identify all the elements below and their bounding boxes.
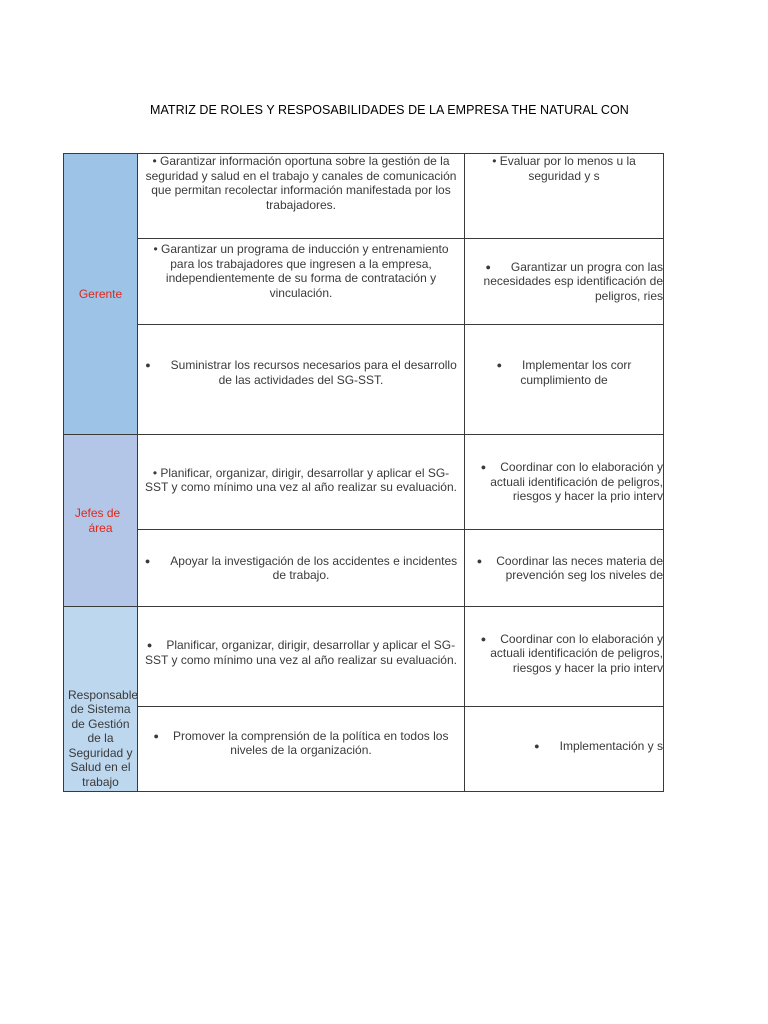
- responsibility-cell: [465, 707, 664, 792]
- bullet-icon: ●: [144, 555, 151, 566]
- responsibility-text: Coordinar las neces materia de prevención seg los niveles de: [496, 553, 663, 582]
- responsibility-cell: • Garantizar información oportuna sobre la gestión de la seguridad y salud en el trabajo y canales de comunicación que permitan recolectar información manifestada por los trabajadores.: [138, 154, 465, 239]
- table-row: [64, 530, 664, 607]
- responsibility-cell: [465, 325, 664, 435]
- responsibility-text: Apoyar la investigación de los accidentes e incidentes de trabajo.: [170, 553, 458, 582]
- table-row: [64, 154, 664, 239]
- table-row: [64, 607, 664, 707]
- responsibility-text: Implementar los corr cumplimiento de: [520, 358, 632, 387]
- bullet-icon: ●: [153, 730, 159, 741]
- page-title: MATRIZ DE ROLES Y RESPOSABILIDADES DE LA EMPRESA THE NATURAL CON: [150, 103, 629, 117]
- bullet-icon: ●: [485, 261, 491, 272]
- bullet-icon: ●: [146, 640, 153, 650]
- responsibility-text: Planificar, organizar, dirigir, desarrollar y aplicar el SG-SST y como mínimo una vez al año realizar su evaluación.: [145, 638, 457, 667]
- responsibility-text: Garantizar un progra con las necesidades esp identificación de peligros, ries: [483, 259, 663, 303]
- bullet-icon: ●: [496, 360, 503, 370]
- responsibility-cell: [138, 707, 465, 792]
- bullet-icon: ●: [480, 633, 487, 644]
- responsibility-cell: [138, 530, 465, 607]
- bullet-icon: ●: [534, 740, 540, 751]
- responsibility-cell: • Evaluar por lo menos u la seguridad y s: [465, 154, 664, 239]
- role-jefes: Jefes de área: [64, 435, 138, 607]
- bullet-icon: ●: [145, 360, 151, 370]
- responsibility-cell: [465, 239, 664, 325]
- responsibility-text: Coordinar con lo elaboración y actuali identificación de peligros, riesgos y hacer la prio interv: [490, 631, 663, 675]
- responsibility-cell: [138, 325, 465, 435]
- bullet-icon: ●: [480, 462, 487, 473]
- responsibility-text: Suministrar los recursos necesarios para el desarrollo de las actividades del SG-SST.: [170, 358, 457, 387]
- responsibility-cell: • Planificar, organizar, dirigir, desarrollar y aplicar el SG-SST y como mínimo una vez al año realizar su evaluación.: [138, 435, 465, 530]
- table-row: [64, 435, 664, 530]
- responsibility-cell: • Garantizar un programa de inducción y entrenamiento para los trabajadores que ingresen a la empresa, independientemente de su forma de contratación y vinculación.: [138, 239, 465, 325]
- responsibility-cell: [465, 530, 664, 607]
- responsibility-cell: [465, 435, 664, 530]
- responsibility-text: Promover la comprensión de la política en todos los niveles de la organización.: [172, 728, 449, 757]
- roles-matrix-table: [63, 153, 664, 792]
- table-row: [64, 325, 664, 435]
- table-row: [64, 707, 664, 792]
- responsibility-text: Implementación y s: [559, 738, 663, 753]
- table-row: [64, 239, 664, 325]
- responsibility-text: Coordinar con lo elaboración y actuali identificación de peligros, riesgos y hacer la prio interv: [490, 460, 663, 504]
- role-gerente: Gerente: [64, 154, 138, 435]
- responsibility-cell: [465, 607, 664, 707]
- bullet-icon: ●: [476, 555, 483, 566]
- role-responsable: Responsable de Sistema de Gestión de la Seguridad y Salud en el trabajo: [64, 607, 138, 792]
- responsibility-cell: [138, 607, 465, 707]
